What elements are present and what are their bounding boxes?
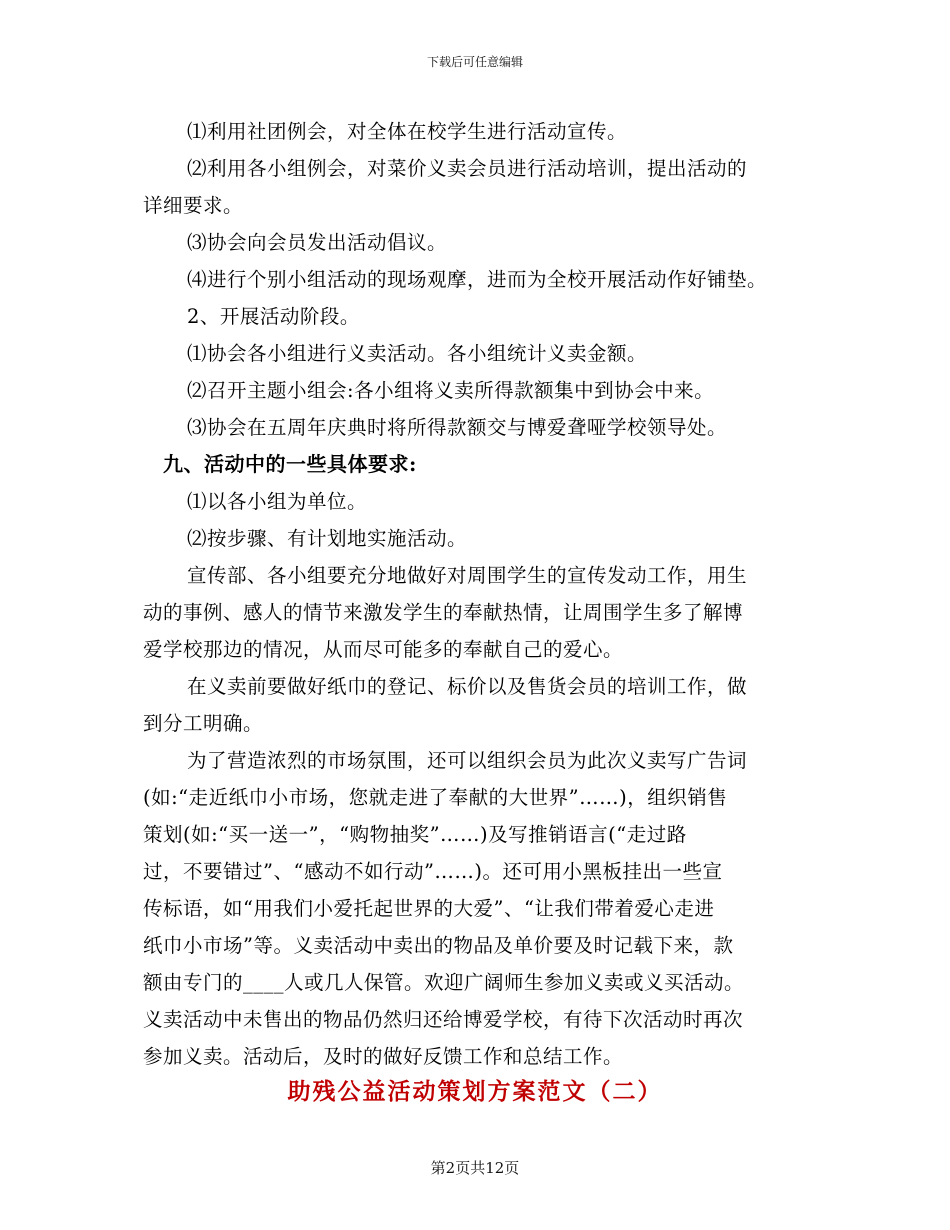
text-line: ⑴以各小组为单位。 [187,490,368,513]
text-line: 义卖活动中未售出的物品仍然归还给博爱学校，有待下次活动时再次 [143,1008,744,1031]
text-line: ⑷进行个别小组活动的现场观摩，进而为全校开展活动作好铺垫。 [187,268,768,291]
text-line: 额由专门的____人或几人保管。欢迎广阔师生参加义卖或义买活动。 [143,971,745,994]
text-line: 详细要求。 [143,194,244,217]
text-line: ⑵召开主题小组会:各小组将义卖所得款额集中到协会中来。 [187,379,715,402]
page-footer: 第2页共12页 [430,1159,520,1177]
text-line: ⑴利用社团例会，对全体在校学生进行活动宣传。 [187,120,628,143]
text-line: 纸巾小市场”等。义卖活动中卖出的物品及单价要及时记载下来，款 [143,934,734,957]
text-line: 动的事例、感人的情节来激发学生的奉献热情，让周围学生多了解博 [143,601,744,624]
text-line: 宣传部、各小组要充分地做好对周围学生的宣传发动工作，用生 [187,564,748,587]
text-line: ⑶协会在五周年庆典时将所得款额交与博爱聋哑学校领导处。 [187,416,728,439]
section-heading: 九、活动中的一些具体要求: [163,452,417,476]
text-line: 在义卖前要做好纸巾的登记、标价以及售货会员的培训工作，做 [187,675,748,698]
text-line: 为了营造浓烈的市场氛围，还可以组织会员为此次义卖写广告词 [187,749,748,772]
text-line: 到分工明确。 [143,712,264,735]
text-line: ⑵利用各小组例会，对菜价义卖会员进行活动培训，提出活动的 [187,157,748,180]
text-line: 爱学校那边的情况，从而尽可能多的奉献自己的爱心。 [143,638,624,661]
text-line: 传标语，如“用我们小爱托起世界的大爱”、“让我们带着爱心走进 [143,897,715,920]
text-line: 策划(如:“买一送一”，“购物抽奖”……)及写推销语言(“走过路 [143,823,687,846]
text-line: ⑶协会向会员发出活动倡议。 [187,231,448,254]
page-header: 下载后可任意编辑 [426,55,523,69]
document-title: 助残公益活动策划方案范文（二） [287,1078,663,1105]
text-line: (如:“走近纸巾小市场，您就走进了奉献的大世界”……)，组织销售 [143,786,728,809]
text-line: 过，不要错过”、“感动不如行动”……)。还可用小黑板挂出一些宣 [143,860,723,883]
subsection-heading: 2、开展活动阶段。 [187,305,360,328]
text-line: ⑴协会各小组进行义卖活动。各小组统计义卖金额。 [187,342,648,365]
text-line: 参加义卖。活动后，及时的做好反馈工作和总结工作。 [143,1045,624,1068]
document-body [143,113,813,1075]
text-line: ⑵按步骤、有计划地实施活动。 [187,527,468,550]
